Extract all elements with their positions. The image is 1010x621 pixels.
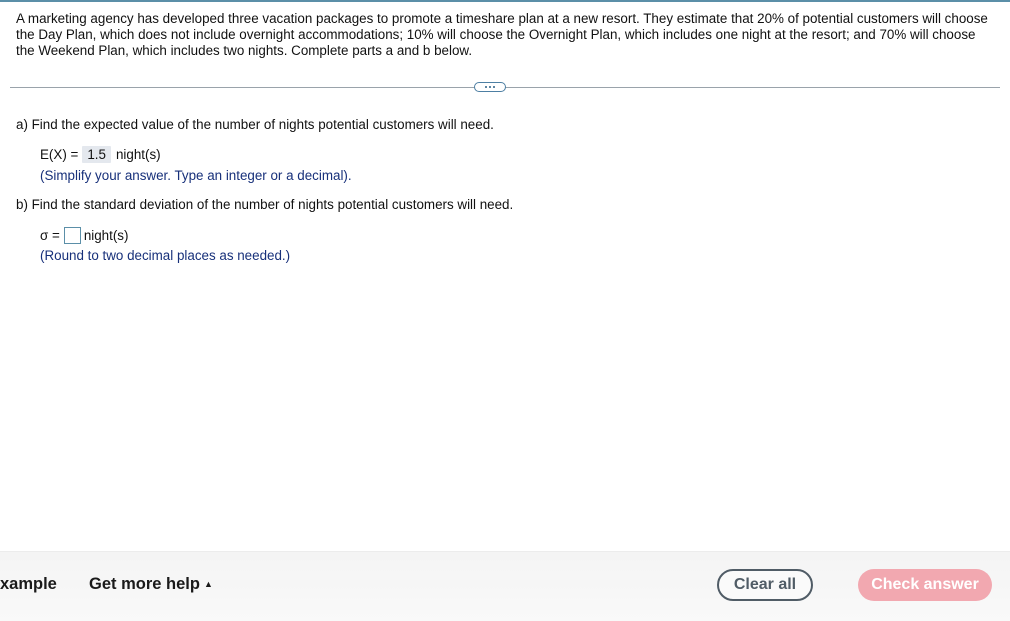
- clear-all-button[interactable]: [717, 569, 813, 601]
- get-more-help-button[interactable]: [89, 575, 213, 594]
- part-b-prompt: b) Find the standard deviation of the number of nights potential customers will need.: [16, 197, 514, 212]
- ellipsis-icon: [489, 86, 491, 88]
- part-b-answer-row: [40, 227, 128, 244]
- expand-question-button[interactable]: [474, 82, 506, 92]
- example-link[interactable]: xample: [0, 575, 57, 593]
- check-answer-button[interactable]: [858, 569, 992, 601]
- part-a-answer-row: [40, 146, 161, 163]
- std-dev-unit: night(s): [83, 228, 129, 243]
- clear-all-label: Clear all: [733, 576, 797, 593]
- std-dev-input[interactable]: [64, 227, 81, 244]
- part-a-prompt: a) Find the expected value of the number of nights potential customers will need.: [16, 117, 494, 132]
- std-dev-label: σ =: [40, 228, 60, 243]
- caret-up-icon: ▲: [203, 579, 213, 589]
- question-text: A marketing agency has developed three vacation packages to promote a timeshare plan at a new resort. They estimate that 20% of potential customers will choose the Day Plan, which does not include overnight accommodations; 10% will choose the Overnight Plan, which includes one night at the resort; and 70% will choose the Weekend Plan, which includes two nights. Complete parts a and b below.: [16, 11, 988, 58]
- expected-value-answer[interactable]: 1.5: [82, 146, 111, 163]
- ellipsis-icon: [485, 86, 487, 88]
- get-more-help-label: Get more help: [89, 575, 200, 593]
- check-answer-label: Check answer: [871, 576, 979, 593]
- part-a-hint: (Simplify your answer. Type an integer or a decimal).: [40, 168, 352, 183]
- expected-value-label: E(X) =: [40, 147, 79, 162]
- part-b-hint: (Round to two decimal places as needed.): [40, 248, 291, 263]
- top-accent-bar: [0, 0, 1010, 2]
- ellipsis-icon: [493, 86, 495, 88]
- expected-value-unit: night(s): [115, 147, 161, 162]
